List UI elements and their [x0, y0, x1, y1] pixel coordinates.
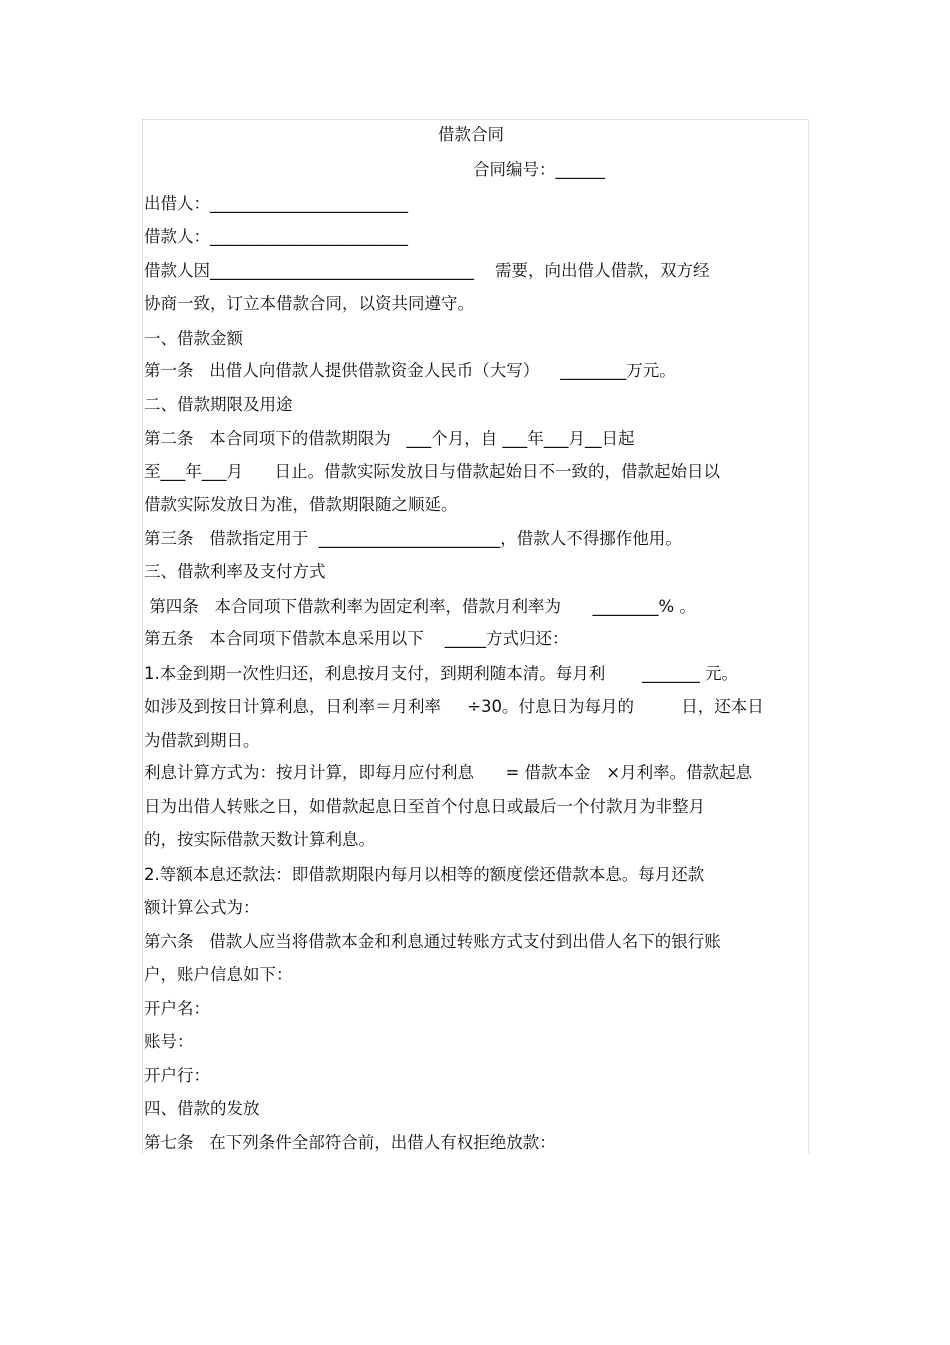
interest-calc-line-2: 日为出借人转账之日，如借款起息日至首个付息日或最后一个付款月为非整月 — [144, 797, 705, 816]
bank-label: 开户行： — [144, 1066, 210, 1085]
article-5: 第五条 本合同项下借款本息采用以下 _____方式归还： — [144, 629, 569, 648]
article-2-line-2: 至___年___月 日止。借款实际发放日与借款起始日不一致的，借款起始日以 — [144, 462, 720, 481]
repayment-option-1: 1.本金到期一次性归还，利息按月支付，到期利随本清。每月利 _______ 元。 — [144, 664, 738, 683]
article-4: 第四条 本合同项下借款利率为固定利率，借款月利率为 ________% 。 — [144, 597, 696, 616]
formula-line: 额计算公式为： — [144, 898, 260, 917]
article-6-line-2: 户，账户信息如下： — [144, 965, 293, 984]
section-heading: 三、借款利率及支付方式 — [144, 562, 326, 581]
preamble-line: 协商一致，订立本借款合同，以资共同遵守。 — [144, 294, 474, 313]
article-2-line-3: 借款实际发放日为准，借款期限随之顺延。 — [144, 495, 458, 514]
section-heading: 二、借款期限及用途 — [144, 395, 293, 414]
section-heading: 一、借款金额 — [144, 329, 243, 348]
lender-line: 出借人：________________________ — [144, 194, 408, 213]
interest-calc-line-3: 的，按实际借款天数计算利息。 — [144, 830, 375, 849]
purpose-line: 借款人因________________________________ 需要，向出借人借款，双方经 — [144, 261, 710, 280]
section-heading: 四、借款的发放 — [144, 1099, 260, 1118]
article-1: 第一条 出借人向借款人提供借款资金人民币（大写） ________万元。 — [144, 361, 676, 380]
daily-interest-line: 如涉及到按日计算利息，日利率＝月利率 ÷30。付息日为每月的 日，还本日 — [144, 697, 764, 716]
article-6-line-1: 第六条 借款人应当将借款本金和利息通过转账方式支付到出借人名下的银行账 — [144, 932, 721, 951]
repayment-option-2: 2.等额本息还款法：即借款期限内每月以相等的额度偿还借款本息。每月还款 — [144, 865, 705, 884]
article-7: 第七条 在下列条件全部符合前，出借人有权拒绝放款： — [144, 1133, 556, 1152]
article-3: 第三条 借款指定用于 ______________________，借款人不得挪作他用。 — [144, 529, 682, 548]
account-name-label: 开户名： — [144, 999, 210, 1018]
document-title: 借款合同 — [438, 125, 504, 144]
borrower-line: 借款人：________________________ — [144, 227, 408, 246]
account-number-label: 账号： — [144, 1032, 194, 1051]
contract-number: 合同编号：______ — [473, 160, 605, 179]
interest-calc-line-1: 利息计算方式为：按月计算，即每月应付利息 = 借款本金 ×月利率。借款起息 — [144, 763, 753, 782]
due-date-line: 为借款到期日。 — [144, 731, 260, 750]
article-2-line-1: 第二条 本合同项下的借款期限为 ___个月，自 ___年___月__日起 — [144, 429, 635, 448]
